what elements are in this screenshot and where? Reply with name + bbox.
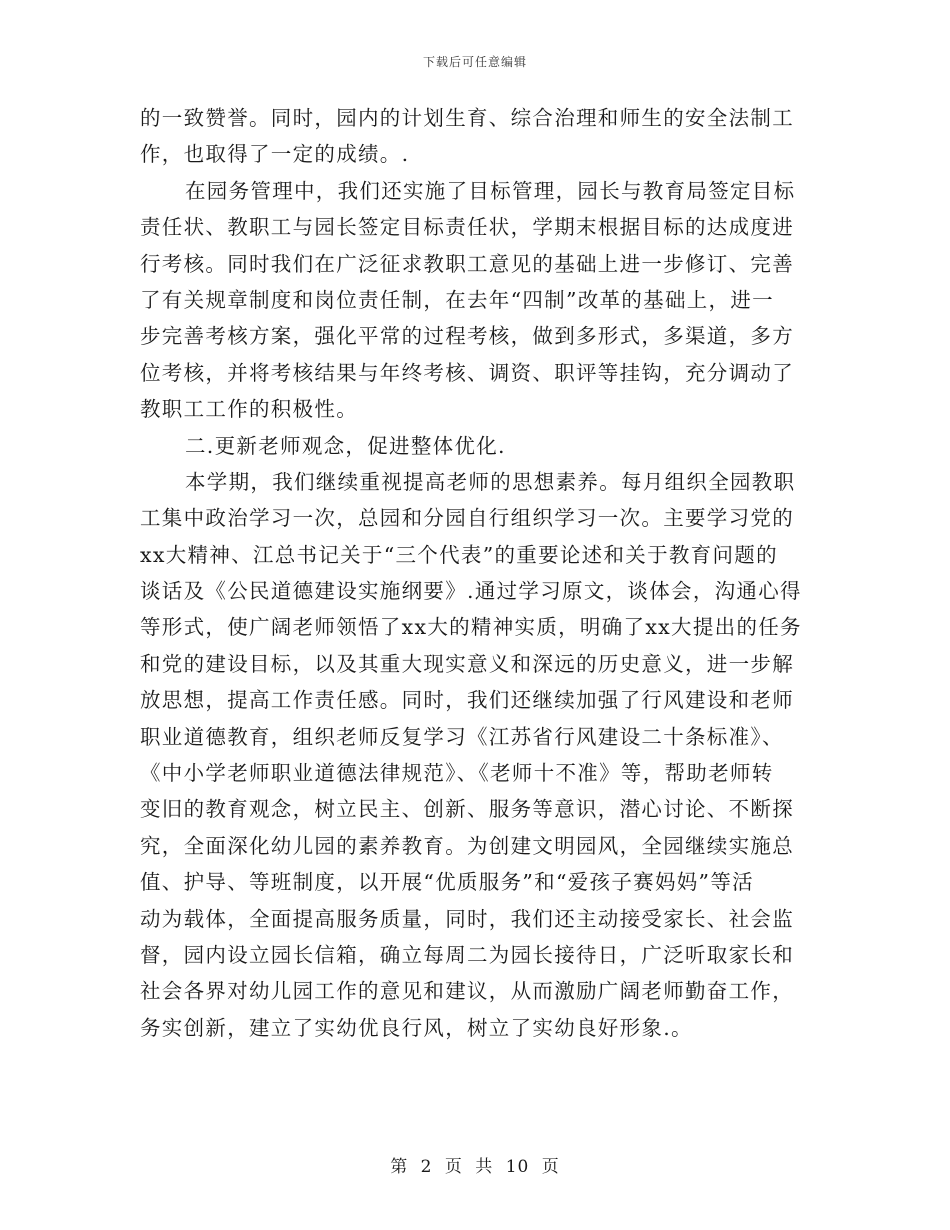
paragraph-line: 工集中政治学习一次，总园和分园自行组织学习一次。主要学习党的	[140, 506, 794, 531]
paragraph-line: 和党的建设目标，以及其重大现实意义和深远的历史意义，进一步解	[140, 651, 794, 676]
paragraph-line: 步完善考核方案，强化平常的过程考核，做到多形式，多渠道，多方	[140, 324, 794, 349]
paragraph-line: 了有关规章制度和岗位责任制，在去年“四制”改革的基础上，进一	[140, 287, 774, 312]
paragraph-line: 变旧的教育观念，树立民主、创新、服务等意识，潜心讨论、不断探	[140, 797, 794, 822]
paragraph-line: 的一致赞誉。同时，园内的计划生育、综合治理和师生的安全法制工	[140, 106, 794, 130]
paragraph-line: 谈话及《公民道德建设实施纲要》.通过学习原文，谈体会，沟通心得	[140, 579, 802, 604]
paragraph-first-line: 在园务管理中，我们还实施了目标管理，园长与教育局签定目标	[185, 178, 796, 203]
paragraph-line: 督，园内设立园长信箱，确立每周二为园长接待日，广泛听取家长和	[140, 942, 794, 967]
paragraph-first-line: 本学期，我们继续重视提高老师的思想素养。每月组织全园教职	[185, 469, 796, 494]
paragraph-line: 务实创新，建立了实幼优良行风，树立了实幼良好形象.。	[140, 1015, 693, 1040]
paragraph-line: 作，也取得了一定的成绩。.	[140, 142, 410, 167]
paragraph-line: 值、护导、等班制度，以开展“优质服务”和“爱孩子赛妈妈”等活	[140, 870, 754, 895]
paragraph-line: 教职工工作的积极性。	[140, 397, 358, 422]
paragraph-line: 职业道德教育，组织老师反复学习《江苏省行风建设二十条标准》、	[140, 724, 784, 749]
paragraph-line: 等形式，使广阔老师领悟了xx大的精神实质，明确了xx大提出的任务	[140, 615, 802, 640]
paragraph-line: 放思想，提高工作责任感。同时，我们还继续加强了行风建设和老师	[140, 688, 794, 713]
paragraph-line: 责任状、教职工与园长签定目标责任状，学期末根据目标的达成度进	[140, 215, 794, 240]
paragraph-line: 位考核，并将考核结果与年终考核、调资、职评等挂钩，充分调动了	[140, 360, 794, 385]
document-body	[140, 100, 815, 1046]
page-header: 下载后可任意编辑	[422, 55, 527, 69]
paragraph-line: 动为载体，全面提高服务质量，同时，我们还主动接受家长、社会监	[140, 906, 794, 931]
paragraph-line: 究，全面深化幼儿园的素养教育。为创建文明园风，全园继续实施总	[140, 833, 794, 858]
paragraph-line: 行考核。同时我们在广泛征求教职工意见的基础上进一步修订、完善	[140, 251, 794, 276]
page-number-footer: 第 2 页 共 10 页	[390, 1157, 560, 1177]
paragraph-line: xx大精神、江总书记关于“三个代表”的重要论述和关于教育问题的	[140, 542, 778, 567]
paragraph-line: 社会各界对幼儿园工作的意见和建议，从而激励广阔老师勤奋工作，	[140, 979, 794, 1004]
section-heading: 二.更新老师观念，促进整体优化.	[185, 433, 506, 458]
paragraph-line: 《中小学老师职业道德法律规范》、《老师十不准》等，帮助老师转	[140, 761, 774, 786]
